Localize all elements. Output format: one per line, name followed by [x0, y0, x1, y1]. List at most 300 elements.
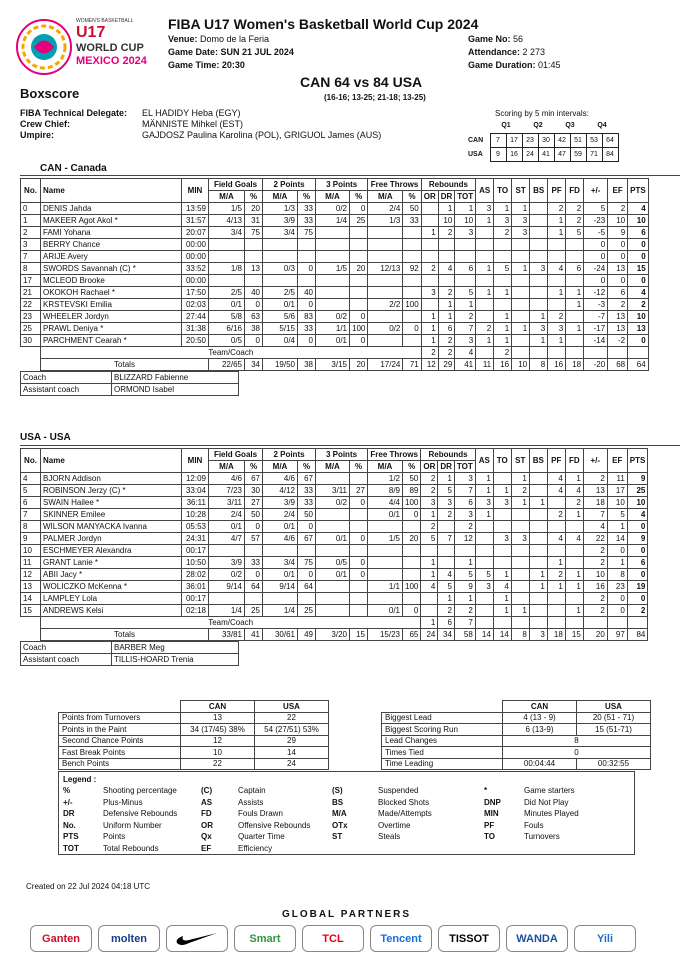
stat-cell: 1 — [529, 581, 547, 593]
stat-cell — [403, 275, 421, 287]
stat-cell: 3 — [421, 497, 438, 509]
stat-cell: -14 — [584, 335, 608, 347]
stat-cell: 13 — [608, 311, 628, 323]
stat-cell — [316, 299, 350, 311]
stat-cell: WOLICZKO McKenna * — [41, 581, 182, 593]
stat-cell: 1 — [548, 335, 566, 347]
summary-value: 8 — [503, 735, 651, 747]
legend-meaning: Overtime — [378, 820, 411, 830]
stat-cell — [566, 347, 584, 359]
legend-meaning: Captain — [238, 786, 266, 795]
stat-cell — [316, 287, 350, 299]
interval-score: 30 — [538, 133, 554, 147]
stat-cell: 3 — [455, 335, 476, 347]
stat-cell: 2 — [583, 557, 607, 569]
summary-row — [382, 724, 651, 736]
stat-cell — [547, 605, 565, 617]
stat-cell: KRSTEVSKI Emilia — [41, 299, 182, 311]
stat-cell — [368, 335, 403, 347]
interval-score: 47 — [554, 147, 570, 161]
boxscore-heading: Boxscore — [20, 86, 80, 101]
total-p3p: 20 — [350, 359, 368, 371]
stat-cell — [421, 593, 438, 605]
stat-cell: 6 — [627, 557, 648, 569]
stat-cell: 02:18 — [182, 605, 209, 617]
col-header-as: AS — [475, 449, 493, 473]
total-st: 8 — [511, 629, 529, 641]
summary-value: 29 — [255, 735, 329, 747]
stat-cell — [530, 251, 548, 263]
stat-cell — [350, 521, 368, 533]
summary-label: Biggest Lead — [382, 712, 503, 724]
stat-cell: 4 — [565, 485, 583, 497]
stat-cell: 1 — [21, 215, 41, 227]
stat-cell: 1/4 — [316, 215, 350, 227]
summary-label: Times Tied — [382, 747, 503, 759]
event-logo — [14, 16, 154, 82]
stat-cell — [245, 239, 263, 251]
legend-abbr: PF — [484, 820, 495, 830]
stat-cell: 25 — [298, 605, 316, 617]
legend-abbr: FD — [201, 809, 212, 818]
team-coach-row — [21, 347, 649, 359]
stat-cell: 0 — [403, 605, 421, 617]
stat-cell: 4 — [628, 203, 649, 215]
col-header-p2: 2 Points — [263, 179, 316, 191]
legend-meaning: Turnovers — [524, 832, 560, 841]
stat-cell — [438, 545, 455, 557]
stat-cell — [298, 545, 316, 557]
stat-cell: 0 — [298, 569, 316, 581]
stat-cell — [512, 335, 530, 347]
boxscore-can — [20, 178, 649, 396]
stat-cell: 1 — [511, 473, 529, 485]
stat-cell: 17 — [21, 275, 41, 287]
legend-abbr: M/A — [332, 809, 347, 818]
stat-cell: 1 — [455, 299, 476, 311]
stat-cell: SWORDS Savannah (C) * — [41, 263, 182, 275]
stat-cell — [493, 617, 511, 629]
stat-cell: 1 — [511, 605, 529, 617]
col-header-pm: +/- — [584, 179, 608, 203]
stat-cell — [511, 569, 529, 581]
total-fd: 18 — [566, 359, 584, 371]
stat-cell: 21 — [21, 287, 41, 299]
stat-cell: 40 — [298, 287, 316, 299]
stat-cell: 1 — [438, 473, 455, 485]
stat-cell: 0 — [627, 569, 648, 581]
sponsor-name: Tencent — [380, 932, 422, 945]
stat-cell: 13 — [245, 263, 263, 275]
stat-cell: 20 — [245, 203, 263, 215]
stat-cell: 0 — [245, 335, 263, 347]
stat-cell: 1 — [421, 617, 438, 629]
stat-cell: PALMER Jordyn — [41, 533, 182, 545]
stat-cell: 18 — [583, 497, 607, 509]
stat-cell — [368, 545, 403, 557]
stat-cell — [566, 275, 584, 287]
stat-cell: 1 — [476, 335, 494, 347]
coach-name: ORMOND Isabel — [112, 384, 239, 396]
sponsor-logo-tissot — [438, 925, 500, 952]
legend-meaning: Plus-Minus — [103, 797, 143, 807]
legend-abbr: EF — [201, 843, 212, 853]
stat-cell: 75 — [298, 227, 316, 239]
total-fg: 33/81 — [209, 629, 245, 641]
stat-cell — [421, 203, 438, 215]
quarter-header: Q4 — [597, 122, 607, 130]
stat-cell: 20:07 — [182, 227, 209, 239]
stat-cell: 0/1 — [316, 335, 350, 347]
sponsor-strip — [30, 925, 636, 952]
stat-cell: 2 — [565, 497, 583, 509]
stat-cell: 23 — [607, 581, 627, 593]
stat-cell: 9 — [627, 473, 648, 485]
stat-cell — [494, 299, 512, 311]
stat-cell: 0 — [403, 509, 421, 521]
stat-cell: 0/1 — [316, 569, 350, 581]
col-header-pct: % — [350, 461, 368, 473]
attendance-label: Attendance: — [468, 47, 521, 57]
stat-cell — [316, 605, 350, 617]
stat-cell: 27 — [245, 497, 263, 509]
stat-cell — [421, 275, 438, 287]
stat-cell — [494, 251, 512, 263]
stat-cell — [608, 347, 628, 359]
summary-label: Bench Points — [59, 758, 181, 770]
stat-cell: 1 — [454, 557, 475, 569]
col-header-fd: FD — [566, 179, 584, 203]
total-dr: 34 — [438, 629, 455, 641]
summary-label: Points in the Paint — [59, 724, 181, 736]
stat-cell: 1 — [493, 569, 511, 581]
stat-cell — [566, 311, 584, 323]
sponsor-name: Yili — [596, 932, 614, 945]
stat-cell — [421, 239, 438, 251]
stat-cell: 3 — [493, 497, 511, 509]
quarter-header: Q1 — [501, 122, 511, 130]
stat-cell: 2 — [494, 347, 512, 359]
summary-value: 13 — [181, 712, 255, 724]
sponsor-logo-ganten — [30, 925, 92, 952]
official-row — [20, 108, 381, 119]
stat-cell: 1 — [547, 581, 565, 593]
stat-cell: 0 — [21, 203, 41, 215]
col-header-pct: % — [298, 461, 316, 473]
stat-cell — [565, 593, 583, 605]
stat-cell — [316, 251, 350, 263]
summary-value: 22 — [181, 758, 255, 770]
stat-cell: 6 — [21, 497, 41, 509]
stat-cell — [350, 275, 368, 287]
coach-row — [21, 654, 239, 666]
stat-cell: 12/13 — [368, 263, 403, 275]
stat-cell: 3/4 — [263, 557, 298, 569]
coach-row — [21, 372, 239, 384]
coach-row — [21, 384, 239, 396]
stat-cell: 2 — [494, 227, 512, 239]
stat-cell: 3 — [21, 239, 41, 251]
official-row — [20, 119, 381, 130]
stat-cell — [475, 617, 493, 629]
stat-cell — [316, 545, 350, 557]
stat-cell — [421, 299, 438, 311]
summary-value: 00:32:55 — [577, 758, 651, 770]
summary-value: 4 (13 - 9) — [503, 712, 577, 724]
stat-cell — [316, 593, 350, 605]
total-ft: 17/24 — [368, 359, 403, 371]
official-row — [20, 130, 381, 141]
stat-cell: 0/2 — [316, 311, 350, 323]
col-header-pf: PF — [547, 449, 565, 473]
time-value: 20:30 — [221, 60, 245, 70]
stat-cell: 1 — [421, 323, 438, 335]
legend-meaning: Blocked Shots — [378, 797, 430, 807]
stat-cell — [263, 593, 298, 605]
stat-cell: 89 — [403, 485, 421, 497]
stat-cell: 1 — [529, 569, 547, 581]
total-st: 10 — [512, 359, 530, 371]
stat-cell — [454, 545, 475, 557]
stat-cell: ROBINSON Jerzy (C) * — [41, 485, 182, 497]
header-row — [21, 449, 648, 461]
totals-label: Totals — [41, 629, 209, 641]
logo-line-4: MEXICO 2024 — [76, 55, 147, 67]
stat-cell: 2 — [583, 593, 607, 605]
stat-cell: MCLEOD Brooke — [41, 275, 182, 287]
stat-cell: 0 — [584, 275, 608, 287]
stat-cell: 1 — [475, 485, 493, 497]
total-pm: -20 — [584, 359, 608, 371]
official-label: Crew Chief: — [20, 119, 71, 129]
officials — [20, 108, 381, 141]
stat-cell: 20:50 — [182, 335, 209, 347]
stat-cell — [530, 239, 548, 251]
interval-score: 23 — [522, 133, 538, 147]
team-coach-label: Team/Coach — [41, 617, 421, 629]
stat-cell — [548, 251, 566, 263]
stat-cell: 13 — [628, 323, 649, 335]
stat-cell: 5 — [475, 569, 493, 581]
stat-cell: 36:11 — [182, 497, 209, 509]
stat-cell: 1/1 — [368, 581, 403, 593]
stat-cell — [403, 311, 421, 323]
stat-cell: 00:00 — [182, 239, 209, 251]
stat-cell: 64 — [245, 581, 263, 593]
stat-cell — [530, 347, 548, 359]
stat-cell: -12 — [584, 287, 608, 299]
stat-cell: 92 — [403, 263, 421, 275]
stat-cell: 0 — [608, 251, 628, 263]
stat-cell — [368, 311, 403, 323]
legend-abbr: ST — [332, 832, 343, 841]
stat-cell: 10 — [627, 497, 648, 509]
stat-cell: 22 — [583, 533, 607, 545]
stat-cell: SKINNER Emilee — [41, 509, 182, 521]
stat-cell: 4 — [565, 533, 583, 545]
stat-cell: 00:00 — [182, 275, 209, 287]
coach-row — [21, 642, 239, 654]
stat-cell — [350, 545, 368, 557]
summary-label: Lead Changes — [382, 735, 503, 747]
summary-value: 54 (27/51) 53% — [255, 724, 329, 736]
stat-cell — [438, 521, 455, 533]
legend-abbr: TO — [484, 832, 495, 841]
player-row — [21, 227, 649, 239]
interval-score: 53 — [586, 133, 602, 147]
stat-cell — [547, 497, 565, 509]
stat-cell: 0 — [608, 239, 628, 251]
stat-cell: 16 — [583, 581, 607, 593]
stat-cell: 24:31 — [182, 533, 209, 545]
player-row — [21, 569, 648, 581]
interval-score: 7 — [490, 133, 506, 147]
legend-row — [63, 831, 630, 843]
col-header-fg: Field Goals — [209, 179, 263, 191]
col-header-pm: +/- — [583, 449, 607, 473]
stat-cell — [263, 239, 298, 251]
stat-cell — [476, 239, 494, 251]
stat-cell: 1/4 — [263, 605, 298, 617]
total-as: 11 — [476, 359, 494, 371]
player-row — [21, 251, 649, 263]
col-header-fg: Field Goals — [209, 449, 263, 461]
stat-cell: 57 — [245, 533, 263, 545]
totals-label: Totals — [41, 359, 209, 371]
stat-cell — [475, 521, 493, 533]
stat-cell: 33 — [403, 215, 421, 227]
total-ef: 97 — [607, 629, 627, 641]
col-header-fd: FD — [565, 449, 583, 473]
stat-cell: 63 — [245, 311, 263, 323]
col-header-ma: M/A — [368, 461, 403, 473]
stat-cell: -24 — [584, 263, 608, 275]
stat-cell — [438, 239, 455, 251]
col-header-to: TO — [493, 449, 511, 473]
stat-cell: 7 — [583, 509, 607, 521]
stat-cell: 1 — [511, 497, 529, 509]
stat-cell: 0/1 — [263, 521, 298, 533]
stat-cell: 5 — [454, 569, 475, 581]
stat-cell: 1 — [493, 593, 511, 605]
stat-cell — [583, 617, 607, 629]
stat-cell: 2/4 — [368, 203, 403, 215]
col-header-pts: PTS — [627, 449, 648, 473]
stat-cell: 5 — [421, 533, 438, 545]
summary-header-row — [59, 701, 329, 713]
stat-cell: 2 — [511, 485, 529, 497]
stat-cell: 13 — [608, 263, 628, 275]
interval-score: 9 — [490, 147, 506, 161]
stat-cell: 6 — [438, 323, 455, 335]
stat-cell: 2 — [454, 605, 475, 617]
summary-team-header: CAN — [181, 701, 255, 713]
player-row — [21, 335, 649, 347]
stat-cell: 10 — [607, 497, 627, 509]
stat-cell: 0/2 — [316, 203, 350, 215]
total-pts: 64 — [628, 359, 649, 371]
summary-header-row — [382, 701, 651, 713]
col-header-dr: DR — [438, 191, 455, 203]
stat-cell — [475, 533, 493, 545]
col-header-or: OR — [421, 191, 438, 203]
stat-cell: 3 — [512, 227, 530, 239]
player-row — [21, 593, 648, 605]
stat-cell — [511, 557, 529, 569]
stat-cell — [529, 533, 547, 545]
stat-cell: 0/5 — [316, 557, 350, 569]
stat-cell: ESCHMEYER Alexandra — [41, 545, 182, 557]
stat-cell — [438, 557, 455, 569]
stat-cell: 0 — [628, 275, 649, 287]
stat-cell — [565, 545, 583, 557]
stat-cell — [350, 581, 368, 593]
stat-cell: 20 — [350, 263, 368, 275]
interval-team: CAN — [468, 136, 484, 144]
stat-cell — [368, 251, 403, 263]
summary-team-header: USA — [255, 701, 329, 713]
sponsor-logo-wanda — [506, 925, 568, 952]
stat-cell: 0/2 — [368, 323, 403, 335]
stat-cell — [494, 275, 512, 287]
stat-cell: 1/1 — [316, 323, 350, 335]
col-header-pct: % — [245, 191, 263, 203]
stat-cell — [475, 593, 493, 605]
player-row — [21, 509, 648, 521]
stat-cell: 31 — [245, 215, 263, 227]
stat-cell: 33 — [298, 485, 316, 497]
stat-cell — [316, 581, 350, 593]
stat-cell — [548, 275, 566, 287]
legend-meaning — [378, 843, 484, 855]
stat-cell: PARCHMENT Cearah * — [41, 335, 182, 347]
summary-row — [59, 747, 329, 759]
player-row — [21, 545, 648, 557]
total-or: 24 — [421, 629, 438, 641]
stat-cell: 9 — [608, 227, 628, 239]
date-value: SUN 21 JUL 2024 — [220, 47, 294, 57]
col-header-pct: % — [403, 461, 421, 473]
total-p2: 19/50 — [263, 359, 298, 371]
col-header-min: MIN — [182, 179, 209, 203]
legend-abbr: DNP — [484, 797, 501, 807]
sponsor-name: Smart — [249, 932, 281, 945]
team-summary-right — [381, 700, 651, 770]
stat-cell: 1 — [565, 473, 583, 485]
stat-cell — [548, 299, 566, 311]
stat-cell — [512, 347, 530, 359]
stat-cell: 100 — [403, 299, 421, 311]
col-header-as: AS — [476, 179, 494, 203]
stat-cell: 0 — [627, 545, 648, 557]
col-header-st: ST — [511, 449, 529, 473]
final-score: CAN 64 vs 84 USA — [300, 74, 423, 90]
stat-cell: -2 — [608, 335, 628, 347]
duration-value: 01:45 — [538, 60, 561, 70]
created-timestamp: Created on 22 Jul 2024 04:18 UTC — [26, 882, 151, 891]
col-header-ma: M/A — [316, 461, 350, 473]
col-header-no: No. — [21, 449, 41, 473]
col-header-pf: PF — [548, 179, 566, 203]
stat-cell — [403, 239, 421, 251]
stat-cell: 1/2 — [368, 473, 403, 485]
coach-label: Coach — [21, 642, 112, 654]
stat-cell: 13 — [608, 323, 628, 335]
stat-cell — [316, 521, 350, 533]
stat-cell — [421, 545, 438, 557]
summary-value: 34 (17/45) 38% — [181, 724, 255, 736]
stat-cell — [298, 275, 316, 287]
